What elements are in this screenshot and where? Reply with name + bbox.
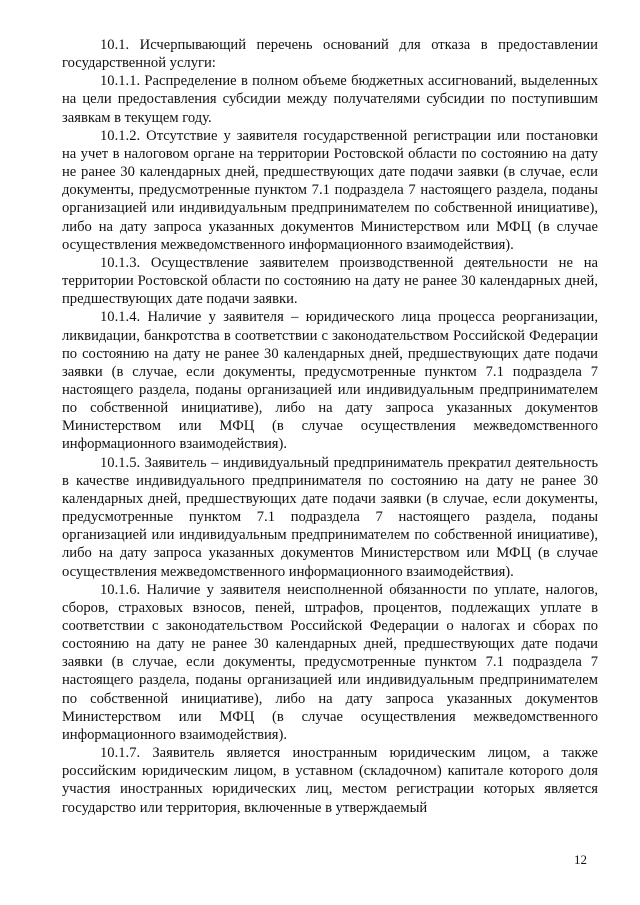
paragraph-10-1-7: 10.1.7. Заявитель является иностранным юридическим лицом, а также российским юридическим лицом, в уставном (складочном) капитале которого доля участия иностранных юридических лиц, местом регистрации которых является государство или территория, включенные в утверждаемый bbox=[62, 745, 598, 816]
paragraph-10-1-3: 10.1.3. Осуществление заявителем производственной деятельности не на территории Ростовской области по состоянию на дату не ранее 30 календарных дней, предшествующих дате подачи заявки. bbox=[62, 254, 598, 308]
paragraph-10-1-5: 10.1.5. Заявитель – индивидуальный предприниматель прекратил деятельность в качестве индивидуального предпринимателя по состоянию на дату не ранее 30 календарных дней, предшествующих дате подачи заявки (в случае, если документы, предусмотренные пунктом 7.1 подраздела 7 настоящего раздела, поданы организацией или индивидуальным предпринимателем по собственной инициативе), либо на дату запроса указанных документов Министерством или МФЦ (в случае осуществления межведомственного информационного взаимодействия). bbox=[62, 454, 598, 580]
paragraph-10-1: 10.1. Исчерпывающий перечень оснований для отказа в предоставлении государственной услуги: bbox=[62, 37, 598, 72]
paragraph-10-1-1: 10.1.1. Распределение в полном объеме бюджетных ассигнований, выделенных на цели предоставления субсидии между получателями субсидии по поступившим заявкам в текущем году. bbox=[62, 73, 598, 126]
paragraph-10-1-6: 10.1.6. Наличие у заявителя неисполненной обязанности по уплате, налогов, сборов, страховых взносов, пеней, штрафов, процентов, подлежащих уплате в соответствии с законодательством Российской Федерации о налогах и сборах по состоянию на дату не ранее 30 календарных дней, предшествующих дате подачи заявки (в случае, если документы, предусмотренные пунктом 7.1 подраздела 7 настоящего раздела, поданы организацией или индивидуальным предпринимателем по собственной инициативе), либо на дату запроса указанных документов Министерством или МФЦ (в случае осуществления межведомственного информационного взаимодействия). bbox=[62, 581, 598, 743]
page-number: 12 bbox=[574, 852, 587, 867]
document-body bbox=[62, 36, 598, 817]
paragraph-10-1-4: 10.1.4. Наличие у заявителя – юридического лица процесса реорганизации, ликвидации, банкротства в соответствии с законодательством Российской Федерации по состоянию на дату не ранее 30 календарных дней, предшествующих дате подачи заявки (в случае, если документы, предусмотренные пунктом 7.1 подраздела 7 настоящего раздела, поданы организацией или индивидуальным предпринимателем по собственной инициативе), либо на дату запроса указанных документов Министерством или МФЦ (в случае осуществления межведомственного информационного взаимодействия). bbox=[62, 309, 598, 453]
paragraph-10-1-2: 10.1.2. Отсутствие у заявителя государственной регистрации или постановки на учет в налоговом органе на территории Ростовской области по состоянию на дату не ранее 30 календарных дней, предшествующих дате подачи заявки (в случае, если документы, предусмотренные пунктом 7.1 подраздела 7 настоящего раздела, поданы организацией или индивидуальным предпринимателем по собственной инициативе), либо на дату запроса указанных документов Министерством или МФЦ (в случае осуществления межведомственного информационного взаимодействия). bbox=[62, 127, 598, 253]
